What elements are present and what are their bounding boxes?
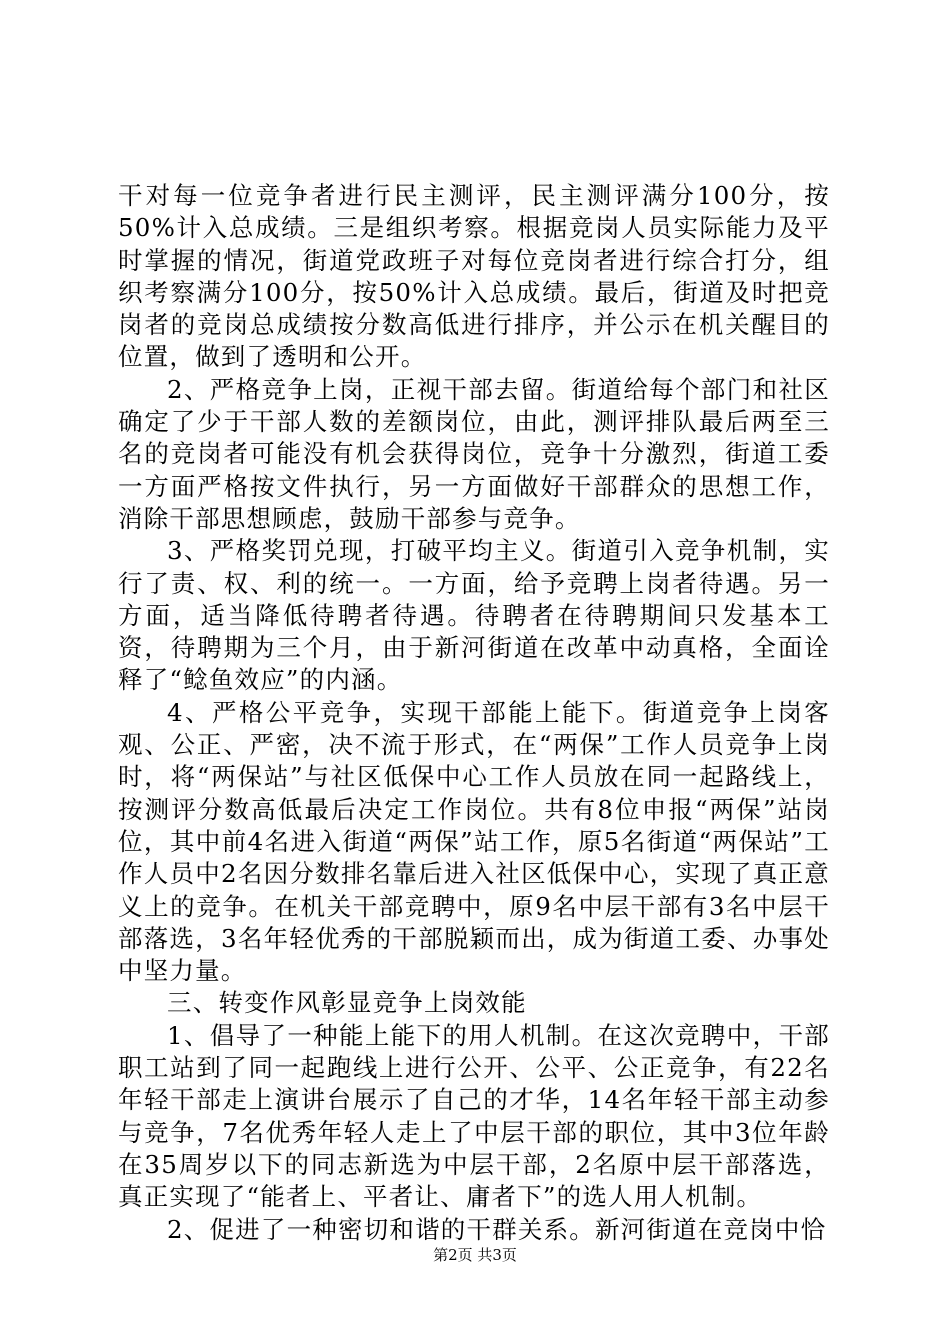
paragraph-section3-item-1: 1、倡导了一种能上能下的用人机制。在这次竞聘中，干部职工站到了同一起跑线上进行公开、公平、公正竞争，有22名年轻干部走上演讲台展示了自己的才华，14名年轻干部主动参与竞争，7名优秀年轻人走上了中层干部的职位，其中3位年龄在35周岁以下的同志新选为中层干部，2名原中层干部落选，真正实现了“能者上、平者让、庸者下”的选人用人机制。: [118, 1020, 830, 1212]
page-footer: 第2页 共3页: [433, 1246, 517, 1264]
paragraph-continuation: 干对每一位竞争者进行民主测评，民主测评满分100分，按50%计入总成绩。三是组织考察。根据竞岗人员实际能力及平时掌握的情况，街道党政班子对每位竞岗者进行综合打分，组织考察满分100分，按50%计入总成绩。最后，街道及时把竞岗者的竞岗总成绩按分数高低进行排序，并公示在机关醒目的位置，做到了透明和公开。: [118, 181, 830, 372]
section-heading: 三、转变作风彰显竞争上岗效能: [167, 988, 527, 1018]
paragraph-item-2: 2、严格竞争上岗，正视干部去留。街道给每个部门和社区确定了少于干部人数的差额岗位，由此，测评排队最后两至三名的竞岗者可能没有机会获得岗位，竞争十分激烈，街道工委一方面严格按文件执行，另一方面做好干部群众的思想工作，消除干部思想顾虑，鼓励干部参与竞争。: [118, 374, 830, 533]
paragraph-item-4: 4、严格公平竞争，实现干部能上能下。街道竞争上岗客观、公正、严密，决不流于形式，在“两保”工作人员竞争上岗时，将“两保站”与社区低保中心工作人员放在同一起路线上，按测评分数高低最后决定工作岗位。共有8位申报“两保”站岗位，其中前4名进入街道“两保”站工作，原5名街道“两保站”工作人员中2名因分数排名靠后进入社区低保中心，实现了真正意义上的竞争。在机关干部竞聘中，原9名中层干部有3名中层干部落选，3名年轻优秀的干部脱颖而出，成为街道工委、办事处中坚力量。: [118, 697, 830, 986]
paragraph-item-3: 3、严格奖罚兑现，打破平均主义。街道引入竞争机制，实行了责、权、利的统一。一方面，给予竞聘上岗者待遇。另一方面，适当降低待聘者待遇。待聘者在待聘期间只发基本工资，待聘期为三个月，由于新河街道在改革中动真格，全面诠释了“鲶鱼效应”的内涵。: [118, 536, 830, 695]
document-body: [118, 180, 830, 1246]
paragraph-section3-item-2: 2、促进了一种密切和谐的干群关系。新河街道在竞岗中恰: [167, 1214, 827, 1244]
